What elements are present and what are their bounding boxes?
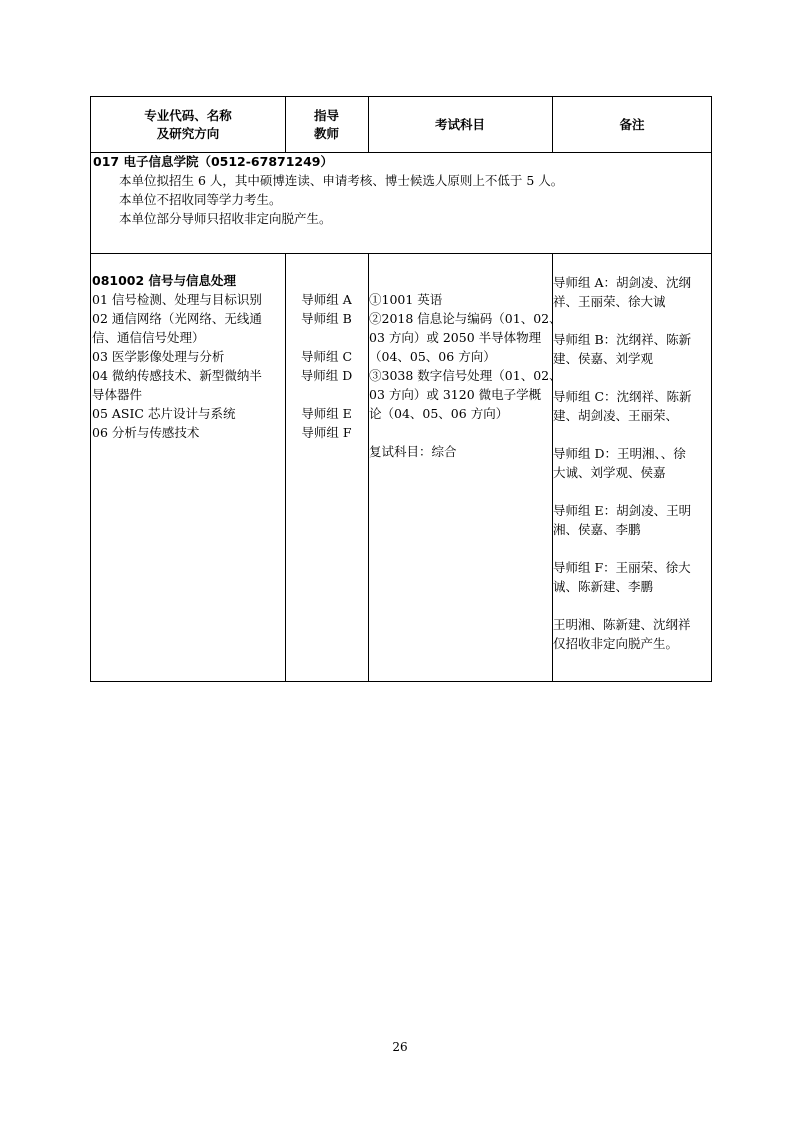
header-major: 专业代码、名称 及研究方向 — [144, 107, 232, 141]
remark-group-a-cont: 祥、王丽荣、徐大诚 — [553, 294, 666, 309]
department-title: 017 电子信息学院（0512-67871249） — [93, 154, 334, 169]
department-block — [91, 152, 711, 228]
direction-03: 03 医学影像处理与分析 — [92, 349, 225, 364]
department-note: 本单位不招收同等学力考生。 — [119, 192, 282, 207]
direction-01: 01 信号检测、处理与目标识别 — [92, 292, 262, 307]
remark-group-c-cont: 建、胡剑凌、王丽荣、 — [553, 408, 679, 423]
direction-05: 05 ASIC 芯片设计与系统 — [92, 406, 236, 421]
remark-group-a: 导师组 A：胡剑凌、沈纲 — [553, 275, 692, 290]
advisor-group-f: 导师组 F — [301, 425, 352, 440]
remark-group-e-cont: 湘、侯嘉、李鹏 — [553, 522, 641, 537]
header-exam: 考试科目 — [434, 116, 485, 132]
direction-02-cont: 信、通信信号处理） — [92, 330, 205, 345]
advisor-group-d: 导师组 D — [300, 368, 353, 383]
exam-line: ③3038 数字信号处理（01、02、 — [369, 368, 562, 383]
remarks-column — [553, 273, 712, 653]
major-column — [92, 271, 284, 442]
remark-group-d-cont: 大诚、刘学观、侯嘉 — [553, 465, 666, 480]
remark-group-b: 导师组 B：沈纲祥、陈新 — [553, 332, 692, 347]
exam-line: 03 方向）或 3120 微电子学概 — [369, 387, 542, 402]
exam-line: 论（04、05、06 方向） — [369, 406, 509, 421]
exam-line: 03 方向）或 2050 半导体物理 — [369, 330, 542, 345]
remark-group-b-cont: 建、侯嘉、刘学观 — [553, 351, 654, 366]
retest-subject: 复试科目：综合 — [369, 444, 457, 459]
advisor-column — [285, 290, 368, 442]
remark-group-c: 导师组 C：沈纲祥、陈新 — [553, 389, 692, 404]
major-title: 081002 信号与信息处理 — [92, 273, 237, 288]
direction-04: 04 微纳传感技术、新型微纳半 — [92, 368, 262, 383]
direction-06: 06 分析与传感技术 — [92, 425, 200, 440]
advisor-group-e: 导师组 E — [301, 406, 352, 421]
header-remarks: 备注 — [619, 116, 645, 132]
header-advisor: 指导 教师 — [313, 107, 339, 141]
direction-04-cont: 导体器件 — [92, 387, 143, 402]
page-number: 26 — [392, 1040, 408, 1054]
remark-nondirected-cont: 仅招收非定向脱产生。 — [553, 636, 679, 651]
advisor-group-a: 导师组 A — [301, 292, 352, 307]
advisor-group-b: 导师组 B — [301, 311, 352, 326]
exam-column — [369, 290, 562, 461]
admissions-table — [90, 96, 712, 682]
exam-line: （04、05、06 方向） — [369, 349, 496, 364]
department-note: 本单位部分导师只招收非定向脱产生。 — [119, 211, 332, 226]
remark-group-e: 导师组 E：胡剑凌、王明 — [553, 503, 692, 518]
remark-group-d: 导师组 D：王明湘、、徐 — [553, 446, 686, 461]
remark-group-f: 导师组 F：王丽荣、徐大 — [553, 560, 691, 575]
advisor-group-c: 导师组 C — [300, 349, 353, 364]
department-bottom-rule — [91, 253, 711, 254]
remark-nondirected: 王明湘、陈新建、沈纲祥 — [553, 617, 691, 632]
direction-02: 02 通信网络（光网络、无线通 — [92, 311, 262, 326]
exam-line: ①1001 英语 — [369, 292, 443, 307]
remark-group-f-cont: 诚、陈新建、李鹏 — [553, 579, 654, 594]
department-note: 本单位拟招生 6 人，其中硕博连读、申请考核、博士候选人原则上不低于 5 人。 — [119, 173, 564, 188]
exam-line: ②2018 信息论与编码（01、02、 — [369, 311, 562, 326]
